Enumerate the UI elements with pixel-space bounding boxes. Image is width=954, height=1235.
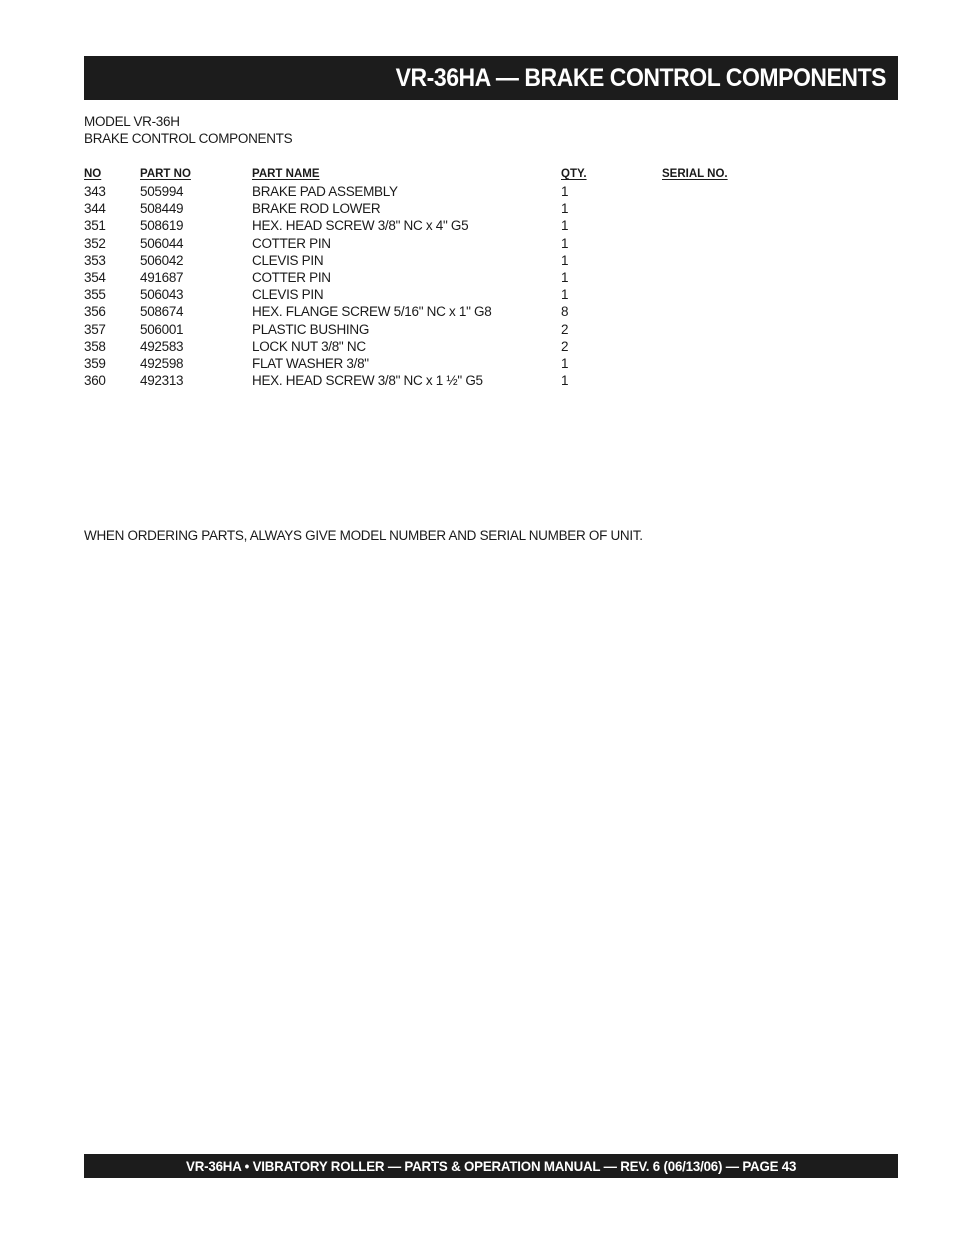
table-row [84, 286, 784, 303]
row-part-name: COTTER PIN [252, 235, 331, 251]
parts-table [84, 166, 784, 389]
footer-bar [84, 1154, 898, 1178]
table-row [84, 338, 784, 355]
row-part-no: 492313 [140, 373, 184, 389]
row-part-no: 506042 [140, 252, 184, 268]
row-part-name: HEX. HEAD SCREW 3/8" NC x 4" G5 [252, 218, 469, 234]
model-label: MODEL VR-36H [84, 114, 180, 129]
row-no: 357 [84, 321, 106, 337]
column-header-part-no: PART NO [140, 168, 191, 180]
row-no: 352 [84, 235, 106, 251]
row-qty: 2 [561, 321, 569, 337]
row-part-name: LOCK NUT 3/8" NC [252, 338, 366, 354]
row-qty: 1 [561, 184, 569, 199]
row-qty: 8 [561, 304, 569, 320]
row-qty: 1 [561, 201, 569, 217]
row-no: 356 [84, 304, 106, 320]
table-row [84, 235, 784, 252]
column-header-qty: QTY. [561, 168, 587, 180]
table-row [84, 183, 784, 200]
table-row [84, 372, 784, 389]
table-row [84, 217, 784, 234]
row-no: 344 [84, 201, 106, 217]
row-no: 359 [84, 355, 106, 371]
row-qty: 1 [561, 252, 569, 268]
row-no: 358 [84, 338, 106, 354]
row-no: 343 [84, 184, 106, 199]
row-part-no: 492598 [140, 355, 184, 371]
table-header [84, 166, 784, 183]
row-part-no: 508619 [140, 218, 184, 234]
row-qty: 2 [561, 338, 569, 354]
row-qty: 1 [561, 218, 569, 234]
table-row [84, 303, 784, 320]
row-part-no: 491687 [140, 269, 184, 285]
row-part-no: 505994 [140, 184, 184, 199]
row-qty: 1 [561, 235, 569, 251]
row-part-name: FLAT WASHER 3/8" [252, 355, 369, 371]
row-part-no: 506001 [140, 321, 184, 337]
row-part-name: HEX. HEAD SCREW 3/8" NC x 1 ½" G5 [252, 373, 483, 389]
table-body [84, 183, 784, 389]
row-part-name: CLEVIS PIN [252, 252, 324, 268]
table-row [84, 355, 784, 372]
row-part-no: 506044 [140, 235, 184, 251]
row-no: 355 [84, 287, 106, 303]
column-header-serial-no: SERIAL NO. [662, 168, 728, 180]
column-header-part-name: PART NAME [252, 168, 320, 180]
row-part-no: 508449 [140, 201, 184, 217]
row-no: 351 [84, 218, 106, 234]
table-row [84, 321, 784, 338]
row-no: 354 [84, 269, 106, 285]
row-part-name: CLEVIS PIN [252, 287, 324, 303]
table-row [84, 269, 784, 286]
page-title-bar [84, 56, 898, 100]
row-part-no: 492583 [140, 338, 184, 354]
row-part-name: HEX. FLANGE SCREW 5/16" NC x 1" G8 [252, 304, 492, 320]
row-no: 360 [84, 373, 106, 389]
row-part-name: BRAKE ROD LOWER [252, 201, 381, 217]
row-qty: 1 [561, 287, 569, 303]
column-header-no: NO [84, 168, 102, 180]
section-label: BRAKE CONTROL COMPONENTS [84, 131, 293, 146]
intro-block [84, 113, 292, 147]
row-part-no: 506043 [140, 287, 184, 303]
row-part-no: 508674 [140, 304, 184, 320]
row-part-name: COTTER PIN [252, 269, 331, 285]
ordering-note: WHEN ORDERING PARTS, ALWAYS GIVE MODEL NUMBER AND SERIAL NUMBER OF UNIT. [84, 528, 643, 543]
row-no: 353 [84, 252, 106, 268]
footer-text: VR-36HA • VIBRATORY ROLLER — PARTS & OPERATION MANUAL — REV. 6 (06/13/06) — PAGE 43 [185, 1158, 797, 1174]
table-row [84, 252, 784, 269]
page-title: VR-36HA — BRAKE CONTROL COMPONENTS [395, 63, 886, 92]
row-qty: 1 [561, 269, 569, 285]
row-part-name: BRAKE PAD ASSEMBLY [252, 184, 398, 199]
row-part-name: PLASTIC BUSHING [252, 321, 370, 337]
row-qty: 1 [561, 373, 569, 389]
table-row [84, 200, 784, 217]
row-qty: 1 [561, 355, 569, 371]
